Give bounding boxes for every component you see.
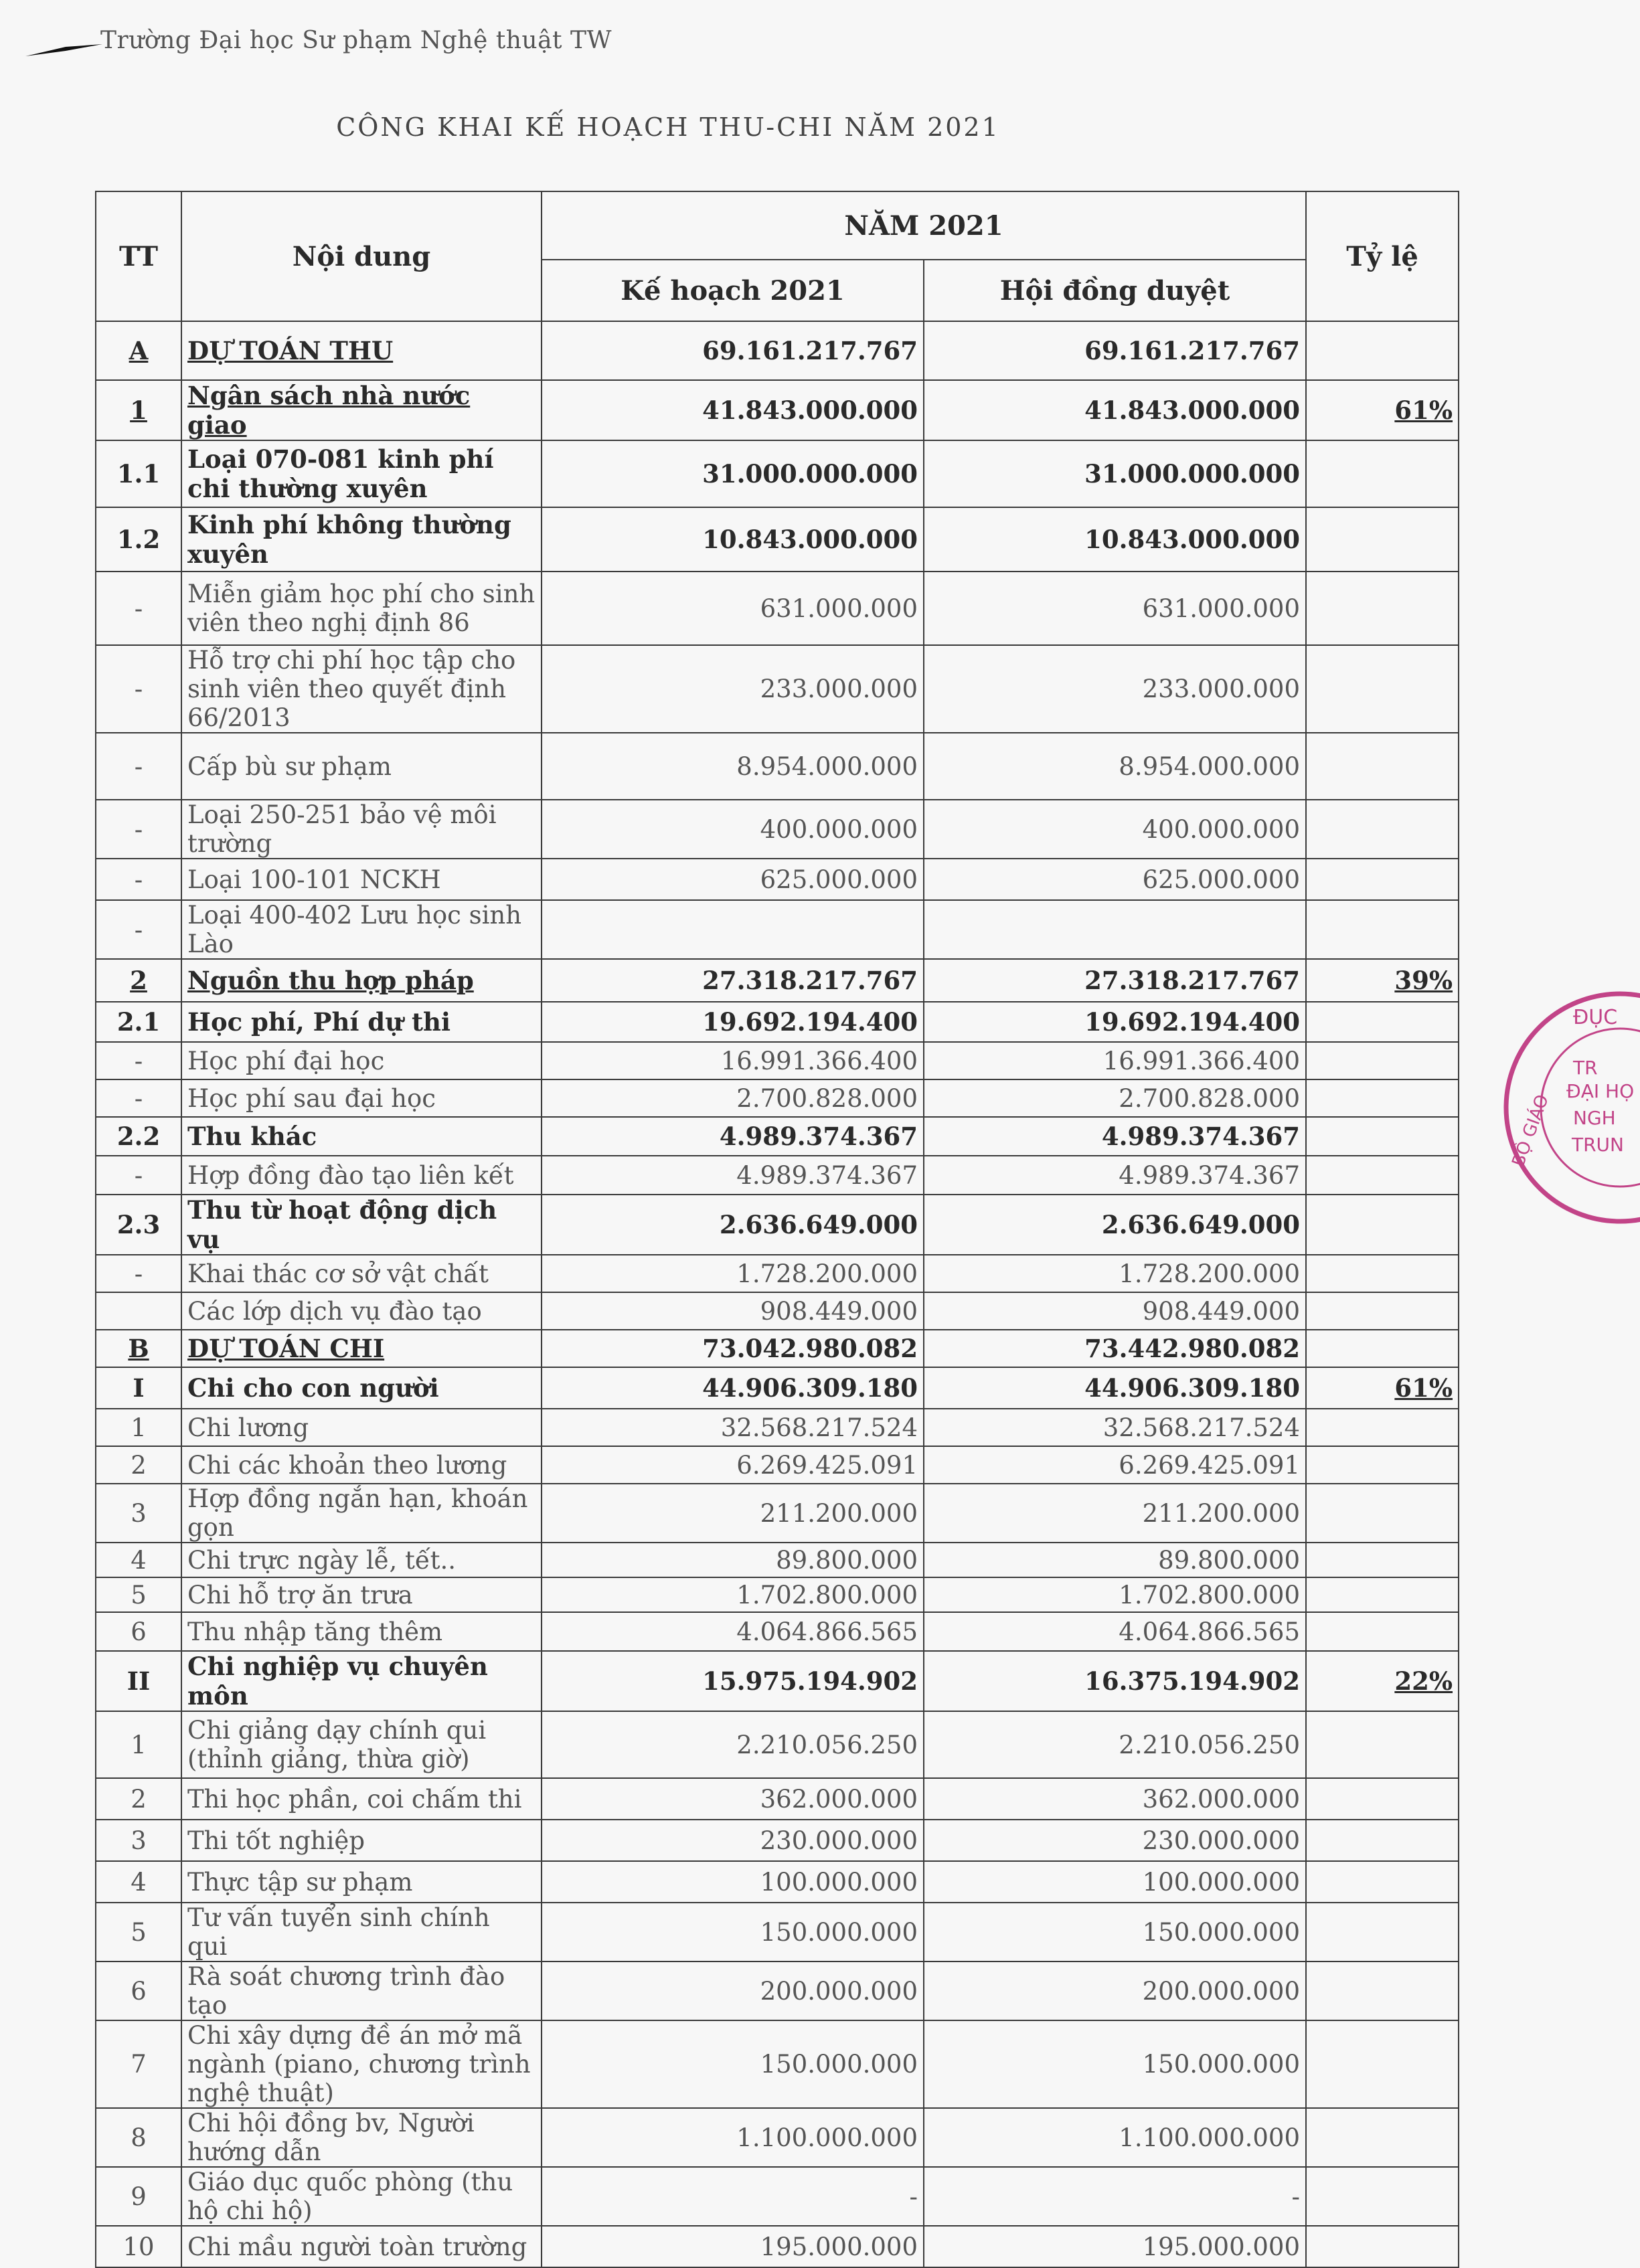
row-content: Chi lương <box>187 1413 309 1442</box>
row-content: Thu từ hoạt động dịch vụ <box>187 1195 497 1254</box>
row-plan: 625.000.000 <box>760 865 918 894</box>
row-board: 73.442.980.082 <box>1084 1334 1300 1363</box>
row-tt: 1.2 <box>116 525 161 554</box>
row-plan: 1.702.800.000 <box>736 1580 918 1609</box>
row-content: Chi trực ngày lễ, tết.. <box>187 1545 456 1575</box>
row-tt: 2.2 <box>116 1122 161 1151</box>
row-board: 400.000.000 <box>1142 814 1300 844</box>
row-plan: 31.000.000.000 <box>702 459 918 489</box>
row-plan: 400.000.000 <box>760 814 918 844</box>
row-content: DỰ TOÁN THU <box>187 336 394 365</box>
row-board: 230.000.000 <box>1142 1826 1300 1855</box>
row-board: 19.692.194.400 <box>1084 1007 1300 1037</box>
row-board: 4.064.866.565 <box>1119 1617 1300 1646</box>
row-content: Hỗ trợ chi phí học tập cho sinh viên theo quyết định 66/2013 <box>187 646 516 732</box>
table-body <box>96 321 1459 2267</box>
row-plan: 2.636.649.000 <box>719 1210 918 1239</box>
header-plan: Kế hoạch 2021 <box>542 260 924 321</box>
row-board: 233.000.000 <box>1142 675 1300 703</box>
row-content: Tư vấn tuyển sinh chính qui <box>187 1903 490 1961</box>
row-board: 1.728.200.000 <box>1119 1259 1300 1288</box>
row-board: 1.100.000.000 <box>1119 2123 1300 2152</box>
row-board: 31.000.000.000 <box>1084 459 1300 489</box>
row-plan: 4.064.866.565 <box>736 1617 918 1646</box>
table-row <box>96 507 1459 572</box>
row-content: Ngân sách nhà nước giao <box>187 381 471 440</box>
row-plan: 150.000.000 <box>760 1917 918 1947</box>
table-row <box>96 1156 1459 1195</box>
table-row <box>96 1079 1459 1117</box>
row-plan: 2.210.056.250 <box>736 1730 918 1759</box>
row-content: Nguồn thu hợp pháp <box>187 966 474 995</box>
row-board: 2.210.056.250 <box>1119 1730 1300 1759</box>
table-row <box>96 1543 1459 1577</box>
row-content: Miễn giảm học phí cho sinh viên theo nghị định 86 <box>187 580 536 637</box>
row-plan: 230.000.000 <box>760 1826 918 1855</box>
row-tt: 2 <box>130 966 147 995</box>
table-row <box>96 1446 1459 1484</box>
row-content: Cấp bù sư phạm <box>187 752 392 781</box>
row-plan: 15.975.194.902 <box>702 1666 918 1696</box>
table-row <box>96 1484 1459 1543</box>
row-content: Rà soát chương trình đào tạo <box>187 1962 505 2020</box>
row-board: 625.000.000 <box>1142 865 1300 894</box>
table-row <box>96 1778 1459 1820</box>
row-plan: 19.692.194.400 <box>702 1007 918 1037</box>
row-tt: 7 <box>131 2050 147 2079</box>
row-content: Học phí, Phí dự thi <box>187 1007 450 1037</box>
row-content: Chi mầu người toàn trường <box>187 2232 527 2261</box>
row-content: Thi học phần, coi chấm thi <box>187 1784 522 1814</box>
row-content: Giáo dục quốc phòng (thu hộ chi hộ) <box>187 2168 513 2225</box>
organization-name: Trường Đại học Sư phạm Nghệ thuật TW <box>100 27 612 54</box>
row-tt: 6 <box>131 1976 147 2006</box>
row-content: Thi tốt nghiệp <box>187 1826 365 1855</box>
row-plan: 89.800.000 <box>776 1545 918 1575</box>
row-board: 1.702.800.000 <box>1119 1580 1300 1609</box>
row-board: 4.989.374.367 <box>1101 1122 1300 1151</box>
row-board: 2.636.649.000 <box>1101 1210 1300 1239</box>
table-row <box>96 733 1459 800</box>
header-ratio: Tỷ lệ <box>1306 191 1459 321</box>
header-board: Hội đồng duyệt <box>924 260 1306 321</box>
row-plan: 16.991.366.400 <box>720 1046 918 1075</box>
row-plan: 150.000.000 <box>760 2050 918 2079</box>
row-tt: - <box>134 752 143 781</box>
table-row <box>96 380 1459 440</box>
table-row <box>96 2020 1459 2108</box>
row-ratio: 39% <box>1394 966 1453 995</box>
table-row <box>96 900 1459 959</box>
row-plan: 41.843.000.000 <box>702 396 918 425</box>
page-title: CÔNG KHAI KẾ HOẠCH THU-CHI NĂM 2021 <box>336 112 1000 142</box>
row-content: Các lớp dịch vụ đào tạo <box>187 1296 482 1326</box>
row-board: 2.700.828.000 <box>1119 1083 1300 1113</box>
row-board: 200.000.000 <box>1142 1976 1300 2006</box>
row-tt: 3 <box>131 1498 147 1528</box>
row-board: 32.568.217.524 <box>1102 1413 1300 1442</box>
row-tt: 4 <box>131 1545 147 1575</box>
table-row <box>96 1577 1459 1612</box>
row-tt: - <box>134 1259 143 1288</box>
row-content: Loại 070-081 kinh phí chi thường xuyên <box>187 444 494 503</box>
table-row <box>96 440 1459 507</box>
row-plan: - <box>909 2182 918 2211</box>
row-content: Học phí đại học <box>187 1046 385 1075</box>
row-ratio: 61% <box>1394 396 1453 425</box>
row-plan: 44.906.309.180 <box>702 1373 918 1403</box>
row-content: Chi hội đồng bv, Người hướng dẫn <box>187 2109 475 2166</box>
row-plan: 195.000.000 <box>760 2232 918 2261</box>
row-content: Loại 250-251 bảo vệ môi trường <box>187 800 497 858</box>
row-content: Chi hỗ trợ ăn trưa <box>187 1580 413 1609</box>
row-plan: 362.000.000 <box>760 1784 918 1814</box>
row-plan: 4.989.374.367 <box>736 1160 918 1190</box>
table-row <box>96 1961 1459 2020</box>
table-row <box>96 1117 1459 1156</box>
row-content: Khai thác cơ sở vật chất <box>187 1259 489 1288</box>
row-board: 6.269.425.091 <box>1119 1450 1300 1480</box>
table-row <box>96 1409 1459 1446</box>
row-tt: 1 <box>131 1413 147 1442</box>
row-tt: - <box>134 865 143 894</box>
row-board: 150.000.000 <box>1142 2050 1300 2079</box>
row-tt: 1 <box>130 396 147 425</box>
row-board: 44.906.309.180 <box>1084 1373 1300 1403</box>
table-row <box>96 800 1459 859</box>
row-tt: - <box>134 1083 143 1113</box>
row-board: - <box>1291 2182 1300 2211</box>
row-plan: 73.042.980.082 <box>702 1334 918 1363</box>
row-board: 41.843.000.000 <box>1084 396 1300 425</box>
table-row <box>96 321 1459 380</box>
row-content: Học phí sau đại học <box>187 1083 436 1113</box>
official-seal-stamp <box>1466 974 1640 1241</box>
row-content: Thu nhập tăng thêm <box>187 1617 443 1646</box>
row-board: 908.449.000 <box>1142 1296 1300 1326</box>
stamp-line-2: ĐẠI HỌ <box>1566 1080 1635 1102</box>
row-board: 362.000.000 <box>1142 1784 1300 1814</box>
row-tt: 1 <box>131 1730 147 1759</box>
table-row <box>96 2226 1459 2267</box>
header-content: Nội dung <box>181 191 542 321</box>
row-content: Hợp đồng ngắn hạn, khoán gọn <box>187 1484 528 1542</box>
row-tt: - <box>134 814 143 844</box>
row-plan: 1.728.200.000 <box>736 1259 918 1288</box>
table-row <box>96 859 1459 900</box>
table-row <box>96 1195 1459 1255</box>
row-plan: 200.000.000 <box>760 1976 918 2006</box>
pen-mark-icon <box>25 41 102 62</box>
row-tt: 9 <box>131 2182 147 2211</box>
row-plan: 631.000.000 <box>760 594 918 623</box>
row-tt: - <box>134 1160 143 1190</box>
row-tt: 2.3 <box>116 1210 161 1239</box>
row-tt: 2.1 <box>116 1007 161 1037</box>
row-content: Thu khác <box>187 1122 317 1151</box>
budget-table <box>95 191 1459 2268</box>
row-plan: 27.318.217.767 <box>702 966 918 995</box>
row-board: 69.161.217.767 <box>1084 336 1300 365</box>
header-year: NĂM 2021 <box>542 191 1306 260</box>
row-plan: 10.843.000.000 <box>702 525 918 554</box>
row-plan: 6.269.425.091 <box>736 1450 918 1480</box>
stamp-text-left: BỘ GIÁO <box>1508 1092 1553 1170</box>
row-plan: 4.989.374.367 <box>719 1122 918 1151</box>
stamp-line-1: TR <box>1573 1057 1598 1079</box>
row-tt: 6 <box>131 1617 147 1646</box>
row-content: Chi giảng dạy chính qui (thỉnh giảng, thừa giờ) <box>187 1716 487 1773</box>
row-tt: 3 <box>131 1826 147 1855</box>
row-tt: - <box>134 915 143 944</box>
table-row <box>96 1002 1459 1042</box>
row-content: Hợp đồng đào tạo liên kết <box>187 1160 514 1190</box>
table-row <box>96 1711 1459 1778</box>
row-tt: - <box>134 675 143 703</box>
table-row <box>96 1255 1459 1292</box>
row-ratio: 61% <box>1394 1373 1453 1403</box>
row-content: Loại 100-101 NCKH <box>187 865 441 894</box>
row-tt: 1.1 <box>116 459 161 489</box>
row-tt: 4 <box>131 1867 147 1897</box>
table-row <box>96 1651 1459 1711</box>
row-board: 16.375.194.902 <box>1084 1666 1300 1696</box>
row-plan: 233.000.000 <box>760 675 918 703</box>
row-board: 195.000.000 <box>1142 2232 1300 2261</box>
table-row <box>96 1330 1459 1367</box>
row-content: Chi cho con người <box>187 1373 439 1403</box>
row-content: DỰ TOÁN CHI <box>187 1334 385 1363</box>
table-row <box>96 1042 1459 1079</box>
row-tt: 10 <box>122 2232 155 2261</box>
row-plan: 100.000.000 <box>760 1867 918 1897</box>
row-board: 10.843.000.000 <box>1084 525 1300 554</box>
table-row <box>96 1820 1459 1861</box>
row-tt: 2 <box>131 1450 147 1480</box>
table-row <box>96 1292 1459 1330</box>
row-plan: 1.100.000.000 <box>736 2123 918 2152</box>
row-plan: 2.700.828.000 <box>736 1083 918 1113</box>
row-plan: 32.568.217.524 <box>720 1413 918 1442</box>
table-row <box>96 2167 1459 2226</box>
row-tt: A <box>129 336 149 365</box>
row-content: Thực tập sư phạm <box>187 1867 413 1897</box>
table-row <box>96 1612 1459 1651</box>
row-content: Loại 400-402 Lưu học sinh Lào <box>187 901 522 958</box>
row-tt: 5 <box>131 1580 147 1609</box>
row-tt: B <box>128 1334 149 1363</box>
row-board: 4.989.374.367 <box>1119 1160 1300 1190</box>
row-content: Kinh phí không thường xuyên <box>187 510 511 569</box>
row-tt: I <box>133 1373 145 1403</box>
row-board: 16.991.366.400 <box>1102 1046 1300 1075</box>
row-content: Chi nghiệp vụ chuyên môn <box>187 1652 488 1711</box>
table-row <box>96 1903 1459 1961</box>
table-row <box>96 572 1459 645</box>
row-tt: II <box>127 1666 151 1696</box>
row-tt: 8 <box>131 2123 147 2152</box>
row-board: 211.200.000 <box>1142 1498 1300 1528</box>
row-plan: 8.954.000.000 <box>736 752 918 781</box>
row-board: 8.954.000.000 <box>1119 752 1300 781</box>
row-tt: - <box>134 594 143 623</box>
row-content: Chi các khoản theo lương <box>187 1450 507 1480</box>
row-board: 89.800.000 <box>1158 1545 1300 1575</box>
row-content: Chi xây dựng đề án mở mã ngành (piano, chương trình nghệ thuật) <box>187 2021 531 2107</box>
stamp-line-3: NGH <box>1573 1107 1616 1129</box>
table-row <box>96 1367 1459 1409</box>
table-row <box>96 645 1459 733</box>
row-ratio: 22% <box>1394 1666 1453 1696</box>
table-row <box>96 1861 1459 1903</box>
row-tt: 5 <box>131 1917 147 1947</box>
table-row <box>96 2108 1459 2167</box>
row-board: 100.000.000 <box>1142 1867 1300 1897</box>
header-tt: TT <box>96 191 181 321</box>
row-tt: 2 <box>131 1784 147 1814</box>
row-plan: 211.200.000 <box>760 1498 918 1528</box>
row-tt: - <box>134 1046 143 1075</box>
table-row <box>96 959 1459 1002</box>
row-board: 631.000.000 <box>1142 594 1300 623</box>
stamp-text-top: ĐỤC <box>1573 1006 1618 1029</box>
row-plan: 908.449.000 <box>760 1296 918 1326</box>
row-board: 27.318.217.767 <box>1084 966 1300 995</box>
row-board: 150.000.000 <box>1142 1917 1300 1947</box>
row-plan: 69.161.217.767 <box>702 336 918 365</box>
stamp-line-4: TRUN <box>1572 1134 1624 1156</box>
